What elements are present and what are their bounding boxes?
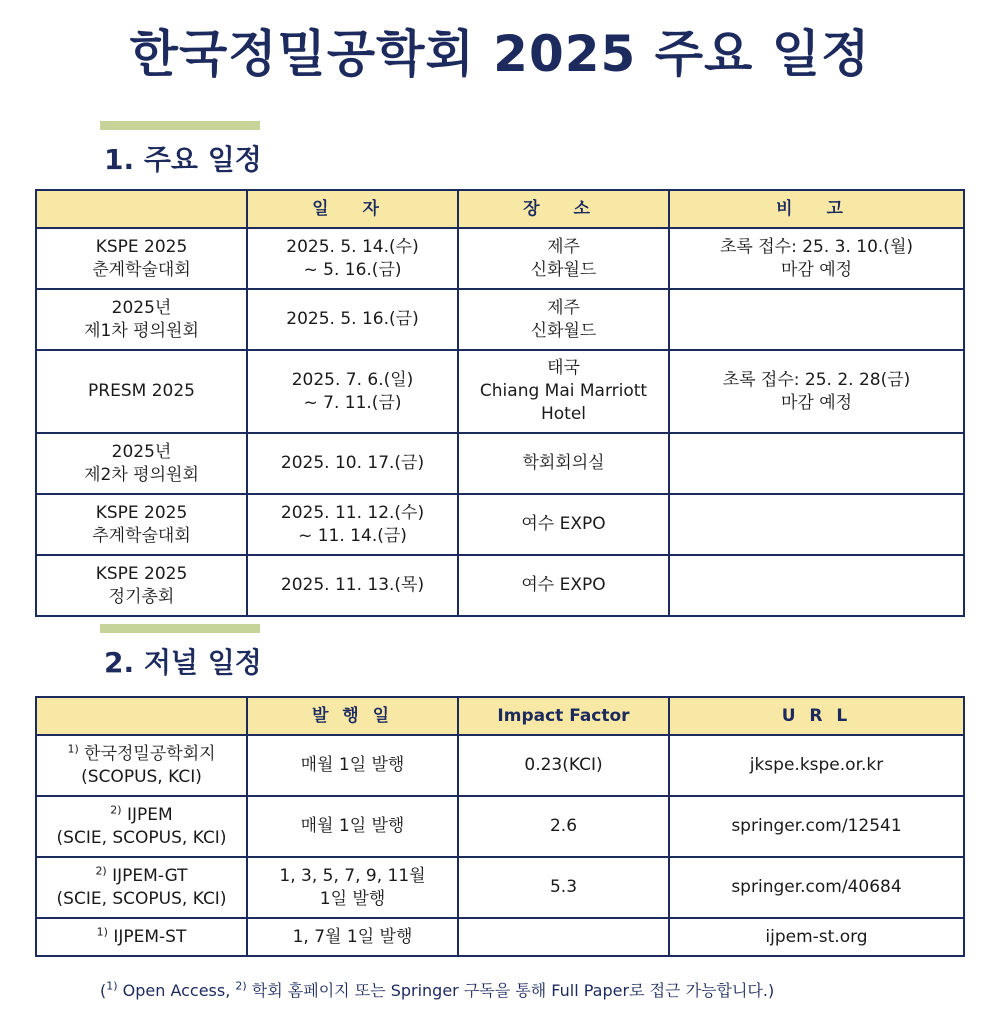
schedule-header-row <box>36 190 964 228</box>
date-cell <box>247 228 458 289</box>
date-cell <box>247 289 458 350</box>
date-cell <box>247 555 458 616</box>
cell-line: 매월 1일 발행 <box>300 816 405 836</box>
footnote-open: ( <box>100 981 107 1000</box>
cell-line <box>41 865 242 888</box>
journal-name-cell <box>36 796 247 857</box>
cell-line <box>41 926 242 949</box>
place-cell <box>458 350 669 433</box>
cell-line: ~ 11. 14.(금) <box>298 525 407 546</box>
cell-line: 2025년 <box>111 297 172 318</box>
url-cell: springer.com/40684 <box>669 857 964 918</box>
note-cell <box>669 555 964 616</box>
impact-factor-cell: 5.3 <box>458 857 669 918</box>
date-cell <box>247 350 458 433</box>
cell-line: 2025년 <box>111 441 172 462</box>
cell-line: 태국 <box>547 358 580 378</box>
issue-date-cell <box>247 918 458 956</box>
note-cell <box>669 350 964 433</box>
event-cell <box>36 289 247 350</box>
footnote-sup-2: 2) <box>235 979 247 993</box>
place-cell <box>458 555 669 616</box>
impact-factor-cell: 2.6 <box>458 796 669 857</box>
header-date: 일 자 <box>247 190 458 228</box>
cell-line: 제주 <box>547 297 580 318</box>
header-impact-factor: Impact Factor <box>458 697 669 735</box>
cell-line: (SCIE, SCOPUS, KCI) <box>56 827 227 848</box>
footnote-marker: 2) <box>95 863 107 877</box>
cell-line: 제주 <box>547 236 580 257</box>
schedule-row <box>36 555 964 616</box>
cell-line: 1일 발행 <box>319 888 386 909</box>
header-empty <box>36 190 247 228</box>
cell-line: 신화월드 <box>530 320 597 341</box>
issue-date-cell <box>247 857 458 918</box>
cell-line: (SCIE, SCOPUS, KCI) <box>56 888 227 909</box>
cell-line: 1, 3, 5, 7, 9, 11월 <box>279 865 426 886</box>
schedule-row <box>36 228 964 289</box>
schedule-table <box>35 189 965 617</box>
event-cell <box>36 433 247 494</box>
note-cell <box>669 289 964 350</box>
event-cell <box>36 228 247 289</box>
journal-row <box>36 735 964 796</box>
event-cell <box>36 494 247 555</box>
note-cell <box>669 433 964 494</box>
header-note: 비 고 <box>669 190 964 228</box>
footnote-marker: 1) <box>96 924 108 938</box>
section-accent-bar <box>100 624 260 633</box>
cell-line: 2025. 11. 13.(목) <box>280 575 425 595</box>
impact-factor-cell: 0.23(KCI) <box>458 735 669 796</box>
schedule-row <box>36 289 964 350</box>
journal-name-cell <box>36 735 247 796</box>
url-cell: jkspe.kspe.or.kr <box>669 735 964 796</box>
place-cell <box>458 289 669 350</box>
cell-line: 매월 1일 발행 <box>300 755 405 775</box>
cell-line: 제2차 평의원회 <box>84 464 199 485</box>
cell-line: KSPE 2025 <box>95 502 188 523</box>
cell-line: 초록 접수: 25. 3. 10.(월) <box>719 236 913 257</box>
cell-line: Chiang Mai Marriott <box>479 381 648 401</box>
cell-line: PRESM 2025 <box>88 381 195 401</box>
cell-line <box>41 743 242 766</box>
journal-name-cell <box>36 918 247 956</box>
cell-line: 정기총회 <box>108 586 175 607</box>
header-url: U R L <box>669 697 964 735</box>
journal-name-cell <box>36 857 247 918</box>
cell-line: 여수 EXPO <box>521 575 606 595</box>
header-issue-date: 발 행 일 <box>247 697 458 735</box>
cell-line: 2025. 10. 17.(금) <box>280 453 425 473</box>
journal-row <box>36 796 964 857</box>
schedule-row <box>36 433 964 494</box>
cell-line: (SCOPUS, KCI) <box>81 766 202 787</box>
url-cell: springer.com/12541 <box>669 796 964 857</box>
cell-line: 2025. 7. 6.(일) <box>291 369 414 390</box>
cell-line: 초록 접수: 25. 2. 28(금) <box>722 369 911 390</box>
event-cell <box>36 350 247 433</box>
footnote-marker: 1) <box>67 741 79 755</box>
impact-factor-cell <box>458 918 669 956</box>
footnote-text-1: Open Access, <box>117 981 236 1000</box>
cell-line: 마감 예정 <box>780 392 853 413</box>
footnote-text-2: 학회 홈페이지 또는 Springer 구독을 통해 Full Paper로 접근 가능합니다.) <box>246 981 775 1000</box>
note-cell <box>669 228 964 289</box>
cell-line: 학회회의실 <box>522 453 605 473</box>
place-cell <box>458 433 669 494</box>
journal-table <box>35 696 965 957</box>
cell-line: 1, 7월 1일 발행 <box>292 926 413 947</box>
cell-line: 여수 EXPO <box>521 514 606 534</box>
cell-line: ~ 7. 11.(금) <box>303 392 402 413</box>
journal-header-row <box>36 697 964 735</box>
header-place: 장 소 <box>458 190 669 228</box>
url-cell: ijpem-st.org <box>669 918 964 956</box>
cell-line: 2025. 5. 16.(금) <box>286 309 419 329</box>
date-cell <box>247 433 458 494</box>
journal-row <box>36 918 964 956</box>
section-title-schedule: 1. 주요 일정 <box>104 143 262 176</box>
cell-line: ~ 5. 16.(금) <box>303 259 402 280</box>
issue-date-cell <box>247 796 458 857</box>
cell-line: 2025. 5. 14.(수) <box>286 236 419 257</box>
note-cell <box>669 494 964 555</box>
cell-line <box>41 804 242 827</box>
footnote-marker: 2) <box>110 802 122 816</box>
cell-line: Hotel <box>540 404 587 424</box>
journal-name: IJPEM-GT <box>112 865 188 886</box>
date-cell <box>247 494 458 555</box>
journal-name: 한국정밀공학회지 <box>84 743 216 764</box>
journal-row <box>36 857 964 918</box>
issue-date-cell <box>247 735 458 796</box>
cell-line: KSPE 2025 <box>95 563 188 584</box>
cell-line: 춘계학술대회 <box>92 259 191 280</box>
event-cell <box>36 555 247 616</box>
cell-line: KSPE 2025 <box>95 236 188 257</box>
journal-name: IJPEM-ST <box>113 926 187 947</box>
place-cell <box>458 228 669 289</box>
footnote <box>100 978 774 1001</box>
footnote-sup-1: 1) <box>106 979 118 993</box>
header-empty <box>36 697 247 735</box>
cell-line: 2025. 11. 12.(수) <box>280 502 425 523</box>
page-title: 한국정밀공학회 2025 주요 일정 <box>129 25 871 83</box>
schedule-row <box>36 494 964 555</box>
cell-line: 추계학술대회 <box>92 525 191 546</box>
section-accent-bar <box>100 121 260 130</box>
cell-line: 제1차 평의원회 <box>84 320 199 341</box>
cell-line: 신화월드 <box>530 259 597 280</box>
section-title-journal: 2. 저널 일정 <box>104 646 262 679</box>
place-cell <box>458 494 669 555</box>
cell-line: 마감 예정 <box>780 259 853 280</box>
journal-name: IJPEM <box>127 804 173 825</box>
schedule-row <box>36 350 964 433</box>
